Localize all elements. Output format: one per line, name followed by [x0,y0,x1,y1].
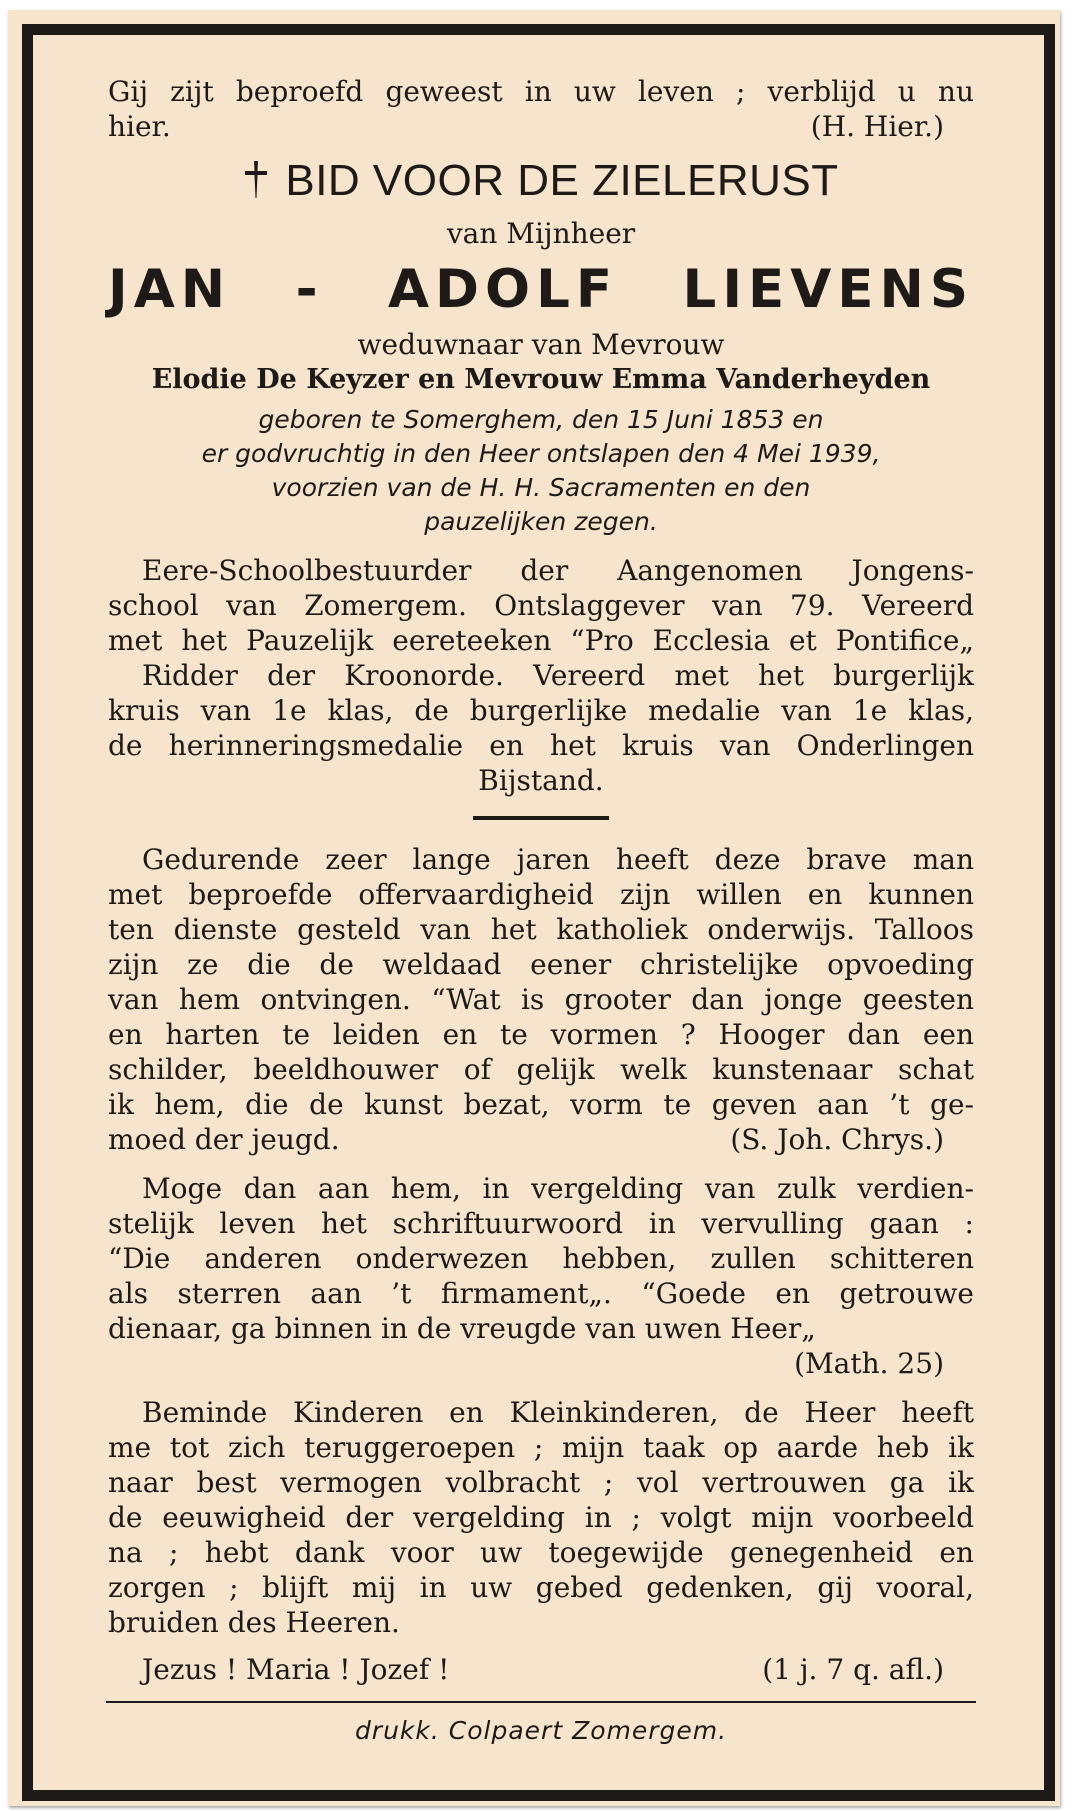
paragraph-2 [108,1171,974,1381]
p3-line-1: Beminde Kinderen en Kleinkinderen, de Heer heeft [142,1396,974,1429]
printer-credit: drukk. Colpaert Zomergem. [354,1716,728,1745]
epigraph [108,74,974,144]
van-mijnheer: van Mijnheer [446,217,636,250]
wives-names: Elodie De Keyzer en Mevrouw Emma Vanderheyden [151,364,931,395]
p2-line-5: dienaar, ga binnen in de vreugde van uwen Heer„ [108,1312,816,1345]
p3-line-6: zorgen ; blijft mij in uw gebed gedenken, gij vooral, [108,1571,974,1604]
p3-line-3: naar best vermogen volbracht ; vol vertrouwen ga ik [108,1466,974,1499]
p1-line-7: schilder, beeldhouwer of gelijk welk kunstenaar schat [108,1053,974,1086]
p1-line-2: met beproefde offervaardigheid zijn willen en kunnen [108,878,974,911]
honours-line-7: Bijstand. [478,764,604,797]
p1-line-1: Gedurende zeer lange jaren heeft deze brave man [142,843,974,876]
printer-rule [106,1701,976,1703]
p2-line-4: als sterren aan ’t firmament„. “Goede en getrouwe [108,1277,974,1310]
section-divider [473,816,609,820]
p1-line-3: ten dienste gesteld van het katholiek onderwijs. Talloos [108,913,974,946]
memorial-card [8,10,1060,1806]
p3-line-5: na ; hebt dank voor uw toegewijde genegenheid en [108,1536,974,1569]
p1-line-6: en harten te leiden en te vormen ? Hooger dan een [108,1018,974,1051]
indulgence: (1 j. 7 q. afl.) [762,1653,944,1686]
p1-source: (S. Joh. Chrys.) [730,1123,944,1156]
p1-line-8: ik hem, die de kunst bezat, vorm te geven aan ’t ge- [108,1088,974,1121]
prayer-heading-text: BID VOOR DE ZIELERUST [285,156,839,205]
honours-line-4: Ridder der Kroonorde. Vereerd met het burgerlijk [142,659,974,692]
prayer-heading [108,152,974,214]
p1-line-9 [108,1122,974,1157]
p3-line-7: bruiden des Heeren. [108,1606,400,1639]
birth-death-dates [108,403,974,539]
widower-line: weduwnaar van Mevrouw [357,328,725,361]
closing-prayer: Jezus ! Maria ! Jozef ! [142,1653,450,1686]
deceased-name: JAN - ADOLF LIEVENS [108,259,974,320]
paragraph-1 [108,842,974,1157]
p1-line-4: zijn ze die de weldaad eener christelijke opvoeding [108,948,974,981]
p2-source: (Math. 25) [794,1347,944,1380]
card-content [108,74,974,1753]
honours-block [108,553,974,798]
epigraph-line-1: Gij zijt beproefd geweest in uw leven ; verblijd u nu [108,75,974,108]
p3-line-4: de eeuwigheid der vergelding in ; volgt mijn voorbeeld [108,1501,974,1534]
p3-line-2: me tot zich teruggeroepen ; mijn taak op aarde heb ik [108,1431,974,1464]
cross-icon [243,156,269,214]
p1-line-5: van hem ontvingen. “Wat is grooter dan jonge geesten [108,983,974,1016]
dates-line-1: geboren te Somerghem, den 15 Juni 1853 en [258,405,824,434]
paragraph-3 [108,1395,974,1640]
p2-line-3: “Die anderen onderwezen hebben, zullen schitteren [108,1242,974,1275]
epigraph-source: (H. Hier.) [810,110,944,143]
dates-line-2: er godvruchtig in den Heer ontslapen den 4 Mei 1939, [201,439,881,468]
honours-line-5: kruis van 1e klas, de burgerlijke medalie van 1e klas, [108,694,974,727]
honours-line-3: met het Pauzelijk eereteeken “Pro Ecclesia et Pontifice„ [108,624,974,657]
epigraph-end: hier. [108,110,171,143]
honours-line-2: school van Zomergem. Ontslaggever van 79. Vereerd [108,589,974,622]
dates-line-4: pauzelijken zegen. [424,507,658,536]
epigraph-line-2 [108,109,974,144]
honours-line-6: de herinneringsmedalie en het kruis van Onderlingen [108,729,974,762]
p2-line-2: stelijk leven het schriftuurwoord in vervulling gaan : [108,1207,974,1240]
dates-line-3: voorzien van de H. H. Sacramenten en den [271,473,811,502]
p1-end: moed der jeugd. [108,1123,340,1156]
closing-line [108,1652,974,1687]
honours-line-1: Eere-Schoolbestuurder der Aangenomen Jongens- [142,554,974,587]
p2-line-1: Moge dan aan hem, in vergelding van zulk verdien- [142,1172,974,1205]
